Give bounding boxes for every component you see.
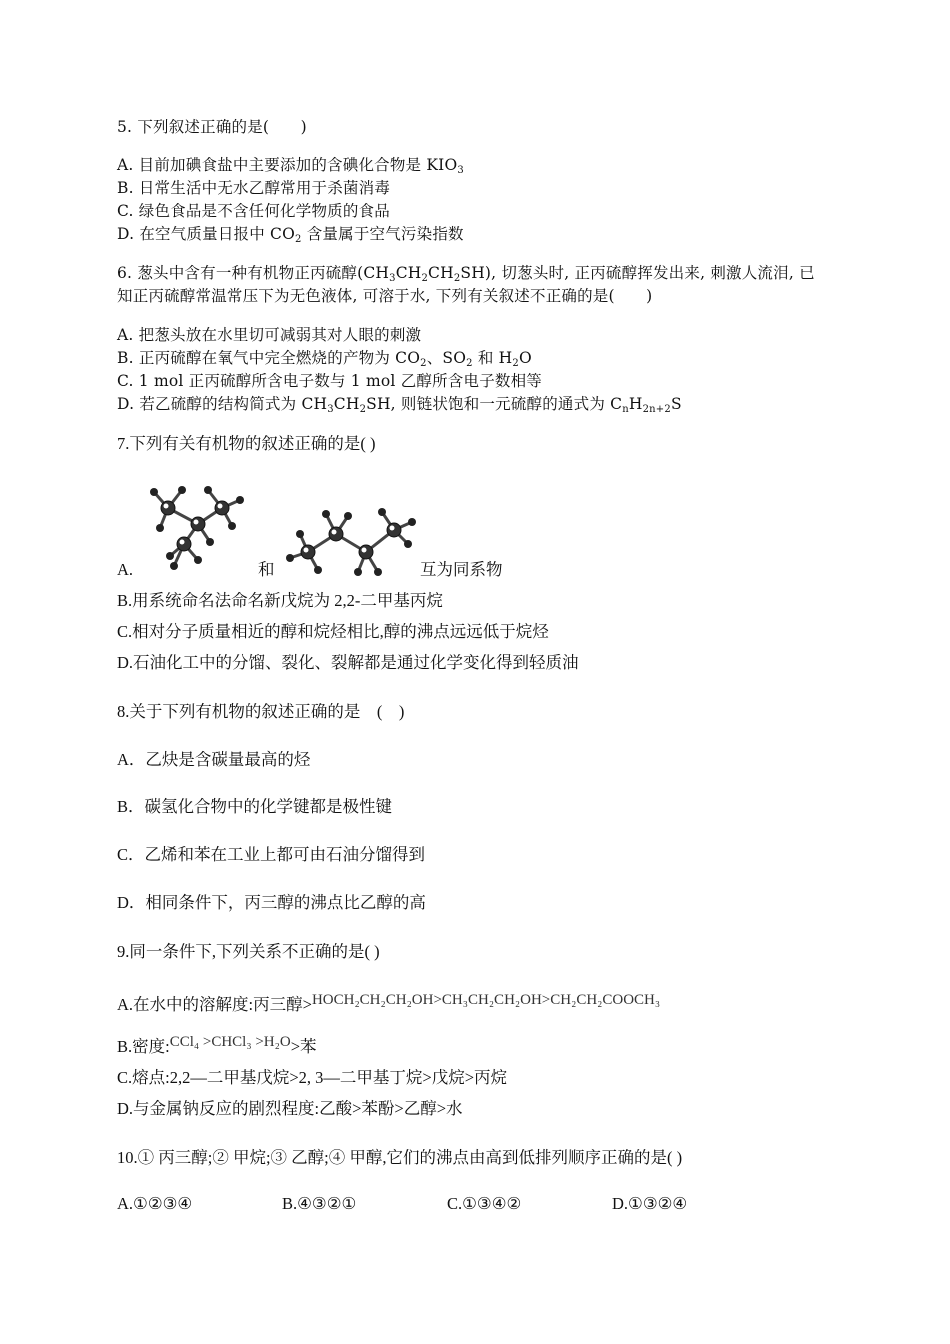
q7-option-b: B.用系统命名法命名新戊烷为 2,2-二甲基丙烷 [117,591,443,610]
q8-option-a: A．乙炔是含碳量最高的烃 [117,750,311,769]
q7-option-c: C.相对分子质量相近的醇和烷烃相比,醇的沸点远远低于烷烃 [117,622,549,641]
q9-stem: 9.同一条件下,下列关系不正确的是( ) [117,942,380,961]
q9-b-formula: CCl₄ >CHCl₃ >H₂O [169,1034,291,1050]
q6-stem-line2: 知正丙硫醇常温常压下为无色液体, 可溶于水, 下列有关叙述不正确的是( ) [117,287,653,305]
q5-stem: 5. 下列叙述正确的是( ) [117,118,307,136]
q10-option-a: A.①②③④ [117,1194,193,1213]
q8-option-d: D．相同条件下，丙三醇的沸点比乙醇的高 [117,893,426,912]
q6-option-b: B. 正丙硫醇在氧气中完全燃烧的产物为 $CO_2$、$SO_2$ 和 $H_2O$ [117,349,532,369]
q7-option-a-label: A. [117,560,134,579]
q10-option-c: C.①③④② [447,1194,522,1213]
q10-option-d: D.①③②④ [612,1194,688,1213]
q6-option-c: C. 1 mol 正丙硫醇所含电子数与 1 mol 乙醇所含电子数相等 [117,372,542,390]
q5-option-d: D. 在空气质量日报中 $CO_2$ 含量属于空气污染指数 [117,225,464,245]
q5-option-a: A. 目前加碘食盐中主要添加的含碘化合物是 $KIO_3$ [117,156,464,176]
q9-option-c: C.熔点:2,2—二甲基戊烷>2, 3—二甲基丁烷>戊烷>丙烷 [117,1068,508,1087]
q5-option-c: C. 绿色食品是不含任何化学物质的食品 [117,202,390,220]
molecule-model-1-image [140,478,252,574]
q9-a-formula: HOCH₂CH₂CH₂OH>CH₃CH₂CH₂OH>CH₂CH₂COOCH₃ [311,992,661,1008]
q7-stem: 7.下列有关有机物的叙述正确的是( ) [117,434,376,453]
q9-option-d: D.与金属钠反应的剧烈程度:乙酸>苯酚>乙醇>水 [117,1099,463,1118]
q8-option-c: C．乙烯和苯在工业上都可由石油分馏得到 [117,845,426,864]
q9-option-b: B.密度:CCl₄ >CHCl₃ >H₂O>苯 [117,1034,317,1056]
q7-option-d: D.石油化工中的分馏、裂化、裂解都是通过化学变化得到轻质油 [117,653,579,672]
q6-stem-line1: 6. 葱头中含有一种有机物正丙硫醇$(CH_3CH_2CH_2SH)$, 切葱头时, 正丙硫醇挥发出来, 刺激人流泪, 已 [117,264,815,284]
q6-option-d: D. 若乙硫醇的结构简式为 $CH_3CH_2SH$, 则链状饱和一元硫醇的通式为 $C_nH_{2n+2}S$ [117,395,682,415]
q6-option-a: A. 把葱头放在水里切可减弱其对人眼的刺激 [117,326,422,344]
q8-stem: 8.关于下列有机物的叙述正确的是 ( ) [117,702,405,721]
q7-option-a-and: 和 [258,560,275,579]
q10-option-b: B.④③②① [282,1194,357,1213]
molecule-model-2-image [282,500,422,576]
q10-stem: 10.① 丙三醇;② 甲烷;③ 乙醇;④ 甲醇,它们的沸点由高到低排列顺序正确的是( ) [117,1148,683,1167]
q5-option-b: B. 日常生活中无水乙醇常用于杀菌消毒 [117,179,391,197]
q7-option-a-tail: 互为同系物 [420,560,503,579]
q8-option-b: B．碳氢化合物中的化学键都是极性键 [117,797,393,816]
q9-option-a: A.在水中的溶解度:丙三醇>HOCH₂CH₂CH₂OH>CH₃CH₂CH₂OH>CH₂CH₂COOCH₃ [117,992,661,1014]
